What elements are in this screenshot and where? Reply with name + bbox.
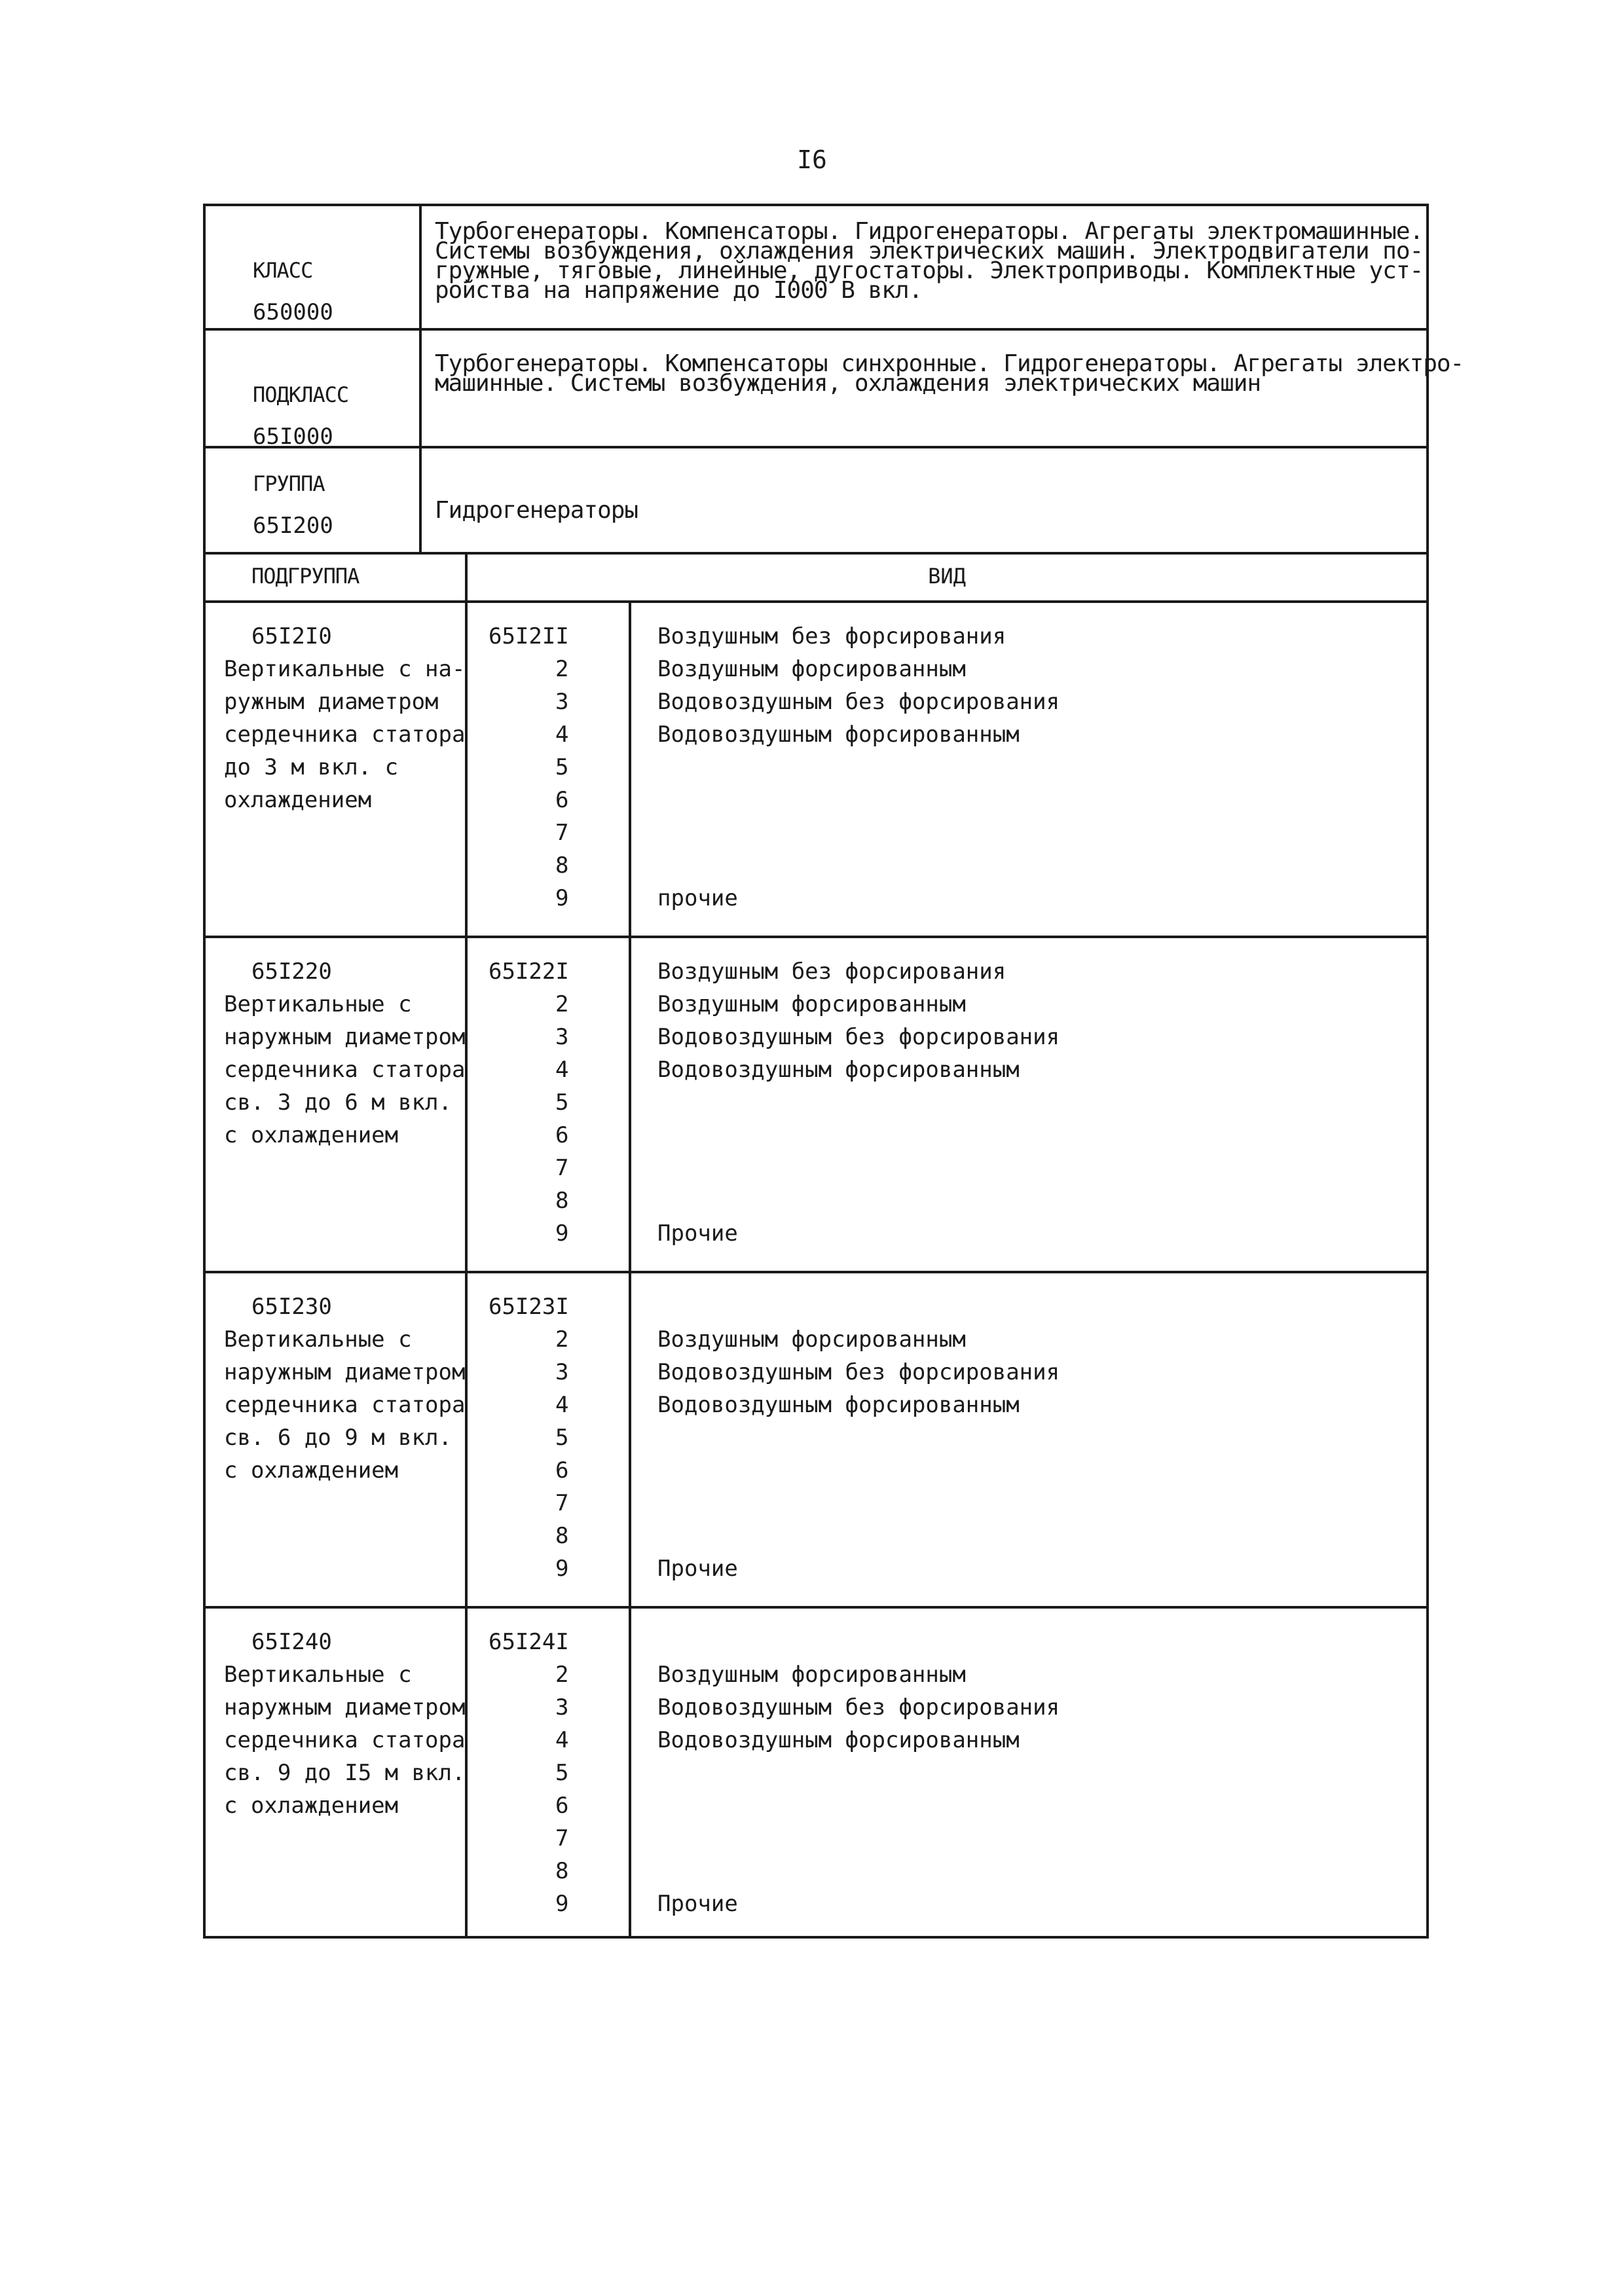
vid-name: Воздушным без форсирования bbox=[657, 623, 1006, 649]
vid-name-cell bbox=[631, 938, 1426, 1271]
classification-table bbox=[203, 204, 1464, 1939]
podklass-desc-line: Турбогенераторы. Компенсаторы синхронные. Гидрогенераторы. Агрегаты электро- bbox=[435, 350, 1464, 377]
vid-name: Воздушным форсированным bbox=[657, 1662, 966, 1688]
vid-name bbox=[657, 784, 1426, 816]
klass-desc-line: Системы возбуждения, охлаждения электрических машин. Электродвигатели по- bbox=[435, 238, 1424, 264]
vid-code-cell bbox=[468, 1273, 631, 1606]
klass-label: КЛАСС bbox=[253, 258, 313, 283]
gruppa-desc-line: Гидрогенераторы bbox=[435, 497, 638, 524]
vid-number: 3 bbox=[555, 1694, 569, 1721]
subgroup-desc-line: Вертикальные с bbox=[224, 1326, 412, 1353]
vid-name bbox=[657, 1152, 1426, 1184]
vid-name bbox=[657, 1757, 1426, 1789]
vid-name: прочие bbox=[657, 885, 738, 911]
subgroup-cell bbox=[206, 938, 468, 1271]
gruppa-cell bbox=[206, 448, 422, 552]
vid-name bbox=[657, 1290, 1426, 1323]
vid-number: 6 bbox=[555, 1457, 569, 1484]
vid-number: 7 bbox=[555, 1155, 569, 1181]
vid-code-cell bbox=[468, 603, 631, 936]
subgroup-desc-line: с охлаждением bbox=[224, 1122, 399, 1148]
podklass-code: 65I000 bbox=[253, 424, 333, 450]
vid-number: 7 bbox=[555, 1490, 569, 1516]
vid-name bbox=[657, 1626, 1426, 1658]
vid-number: 8 bbox=[555, 852, 569, 879]
podklass-row bbox=[206, 331, 1464, 450]
vid-name bbox=[657, 816, 1426, 849]
subgroup-row bbox=[206, 603, 1426, 938]
vid-number: 3 bbox=[555, 1024, 569, 1050]
vid-number: 2 bbox=[555, 1662, 569, 1688]
vid-code: 65I2II bbox=[489, 623, 569, 649]
subgroup-desc-line: наружным диаметром bbox=[224, 1694, 466, 1721]
vid-name: Воздушным форсированным bbox=[657, 656, 966, 682]
vid-name bbox=[657, 1855, 1426, 1887]
klass-desc-line: гружные, тяговые, линейные, дугостаторы. Электроприводы. Комплектные уст- bbox=[435, 257, 1424, 284]
page-number: I6 bbox=[797, 145, 827, 174]
vid-name: Прочие bbox=[657, 1220, 738, 1247]
vid-name bbox=[657, 1520, 1426, 1552]
vid-number: 4 bbox=[555, 1392, 569, 1418]
vid-number: 8 bbox=[555, 1188, 569, 1214]
gruppa-code: 65I200 bbox=[253, 513, 333, 539]
vid-name: Водовоздушным без форсирования bbox=[657, 1024, 1060, 1050]
podklass-label: ПОДКЛАСС bbox=[253, 382, 349, 407]
podklass-desc-line: машинные. Системы возбуждения, охлаждения электрических машин bbox=[435, 370, 1261, 397]
subgroup-code: 65I240 bbox=[251, 1629, 332, 1655]
podklass-cell bbox=[206, 331, 422, 450]
klass-cell bbox=[206, 206, 422, 328]
subgroup-code: 65I220 bbox=[251, 958, 332, 985]
gruppa-description bbox=[422, 448, 1426, 552]
vid-number: 2 bbox=[555, 1326, 569, 1353]
subgroup-row bbox=[206, 938, 1426, 1273]
subgroup-code: 65I230 bbox=[251, 1294, 332, 1320]
vid-number: 5 bbox=[555, 1089, 569, 1116]
vid-number: 8 bbox=[555, 1523, 569, 1549]
subgroup-row bbox=[206, 1273, 1426, 1609]
vid-name-cell bbox=[631, 1273, 1426, 1606]
vid-name: Водовоздушным форсированным bbox=[657, 721, 1020, 748]
vid-number: 4 bbox=[555, 1057, 569, 1083]
vid-number: 7 bbox=[555, 820, 569, 846]
vid-code-cell bbox=[468, 938, 631, 1271]
vid-number: 9 bbox=[555, 1220, 569, 1247]
subgroup-desc-line: сердечника статора bbox=[224, 1727, 466, 1753]
subgroup-cell bbox=[206, 603, 468, 936]
vid-number: 3 bbox=[555, 689, 569, 715]
subgroup-desc-line: с охлаждением bbox=[224, 1457, 399, 1484]
vid-name bbox=[657, 849, 1426, 882]
klass-desc-line: ройства на напряжение до I000 В вкл. bbox=[435, 277, 923, 304]
klass-code: 650000 bbox=[253, 299, 333, 325]
vid-name: Водовоздушным без форсирования bbox=[657, 1359, 1060, 1385]
vid-number: 5 bbox=[555, 1760, 569, 1786]
vid-name bbox=[657, 1086, 1426, 1119]
vid-number: 9 bbox=[555, 885, 569, 911]
vid-number: 4 bbox=[555, 1727, 569, 1753]
vid-name: Прочие bbox=[657, 1891, 738, 1917]
subgroup-desc-line: с охлаждением bbox=[224, 1793, 399, 1819]
column-headers bbox=[206, 555, 1426, 603]
subgroup-code: 65I2I0 bbox=[251, 623, 332, 649]
subgroups-body bbox=[206, 603, 1426, 1936]
vid-number: 4 bbox=[555, 721, 569, 748]
vid-name-cell bbox=[631, 603, 1426, 936]
vid-name bbox=[657, 1119, 1426, 1152]
vid-number: 9 bbox=[555, 1891, 569, 1917]
subgroup-desc-line: св. 6 до 9 м вкл. bbox=[224, 1425, 452, 1451]
vid-name-cell bbox=[631, 1609, 1426, 1936]
vid-header: ВИД bbox=[928, 564, 966, 589]
vid-number: 6 bbox=[555, 1122, 569, 1148]
vid-code-cell bbox=[468, 1609, 631, 1936]
vid-code: 65I22I bbox=[489, 958, 569, 985]
subgroup-cell bbox=[206, 1609, 468, 1936]
subgroup-desc-line: сердечника статора bbox=[224, 1057, 466, 1083]
subgroup-desc-line: Вертикальные с на- bbox=[224, 656, 466, 682]
vid-number: 3 bbox=[555, 1359, 569, 1385]
subgroup-desc-line: сердечника статора bbox=[224, 1392, 466, 1418]
vid-name bbox=[657, 1421, 1426, 1454]
vid-name bbox=[657, 751, 1426, 784]
vid-number: 8 bbox=[555, 1858, 569, 1884]
vid-number: 5 bbox=[555, 1425, 569, 1451]
vid-name: Воздушным форсированным bbox=[657, 1326, 966, 1353]
subgroup-desc-line: Вертикальные с bbox=[224, 991, 412, 1017]
vid-number: 2 bbox=[555, 656, 569, 682]
subgroup-desc-line: наружным диаметром bbox=[224, 1359, 466, 1385]
vid-number: 6 bbox=[555, 787, 569, 813]
vid-number: 2 bbox=[555, 991, 569, 1017]
subgroup-desc-line: Вертикальные с bbox=[224, 1662, 412, 1688]
gruppa-label: ГРУППА bbox=[253, 471, 325, 496]
subgroup-row bbox=[206, 1609, 1426, 1936]
subgroup-desc-line: охлаждением bbox=[224, 787, 372, 813]
vid-name: Водовоздушным форсированным bbox=[657, 1392, 1020, 1418]
subgroup-desc-line: наружным диаметром bbox=[224, 1024, 466, 1050]
klass-desc-line: Турбогенераторы. Компенсаторы. Гидрогенераторы. Агрегаты электромашинные. bbox=[435, 218, 1424, 245]
vid-name: Водовоздушным форсированным bbox=[657, 1057, 1020, 1083]
vid-number: 6 bbox=[555, 1793, 569, 1819]
vid-name: Водовоздушным без форсирования bbox=[657, 689, 1060, 715]
vid-name: Водовоздушным без форсирования bbox=[657, 1694, 1060, 1721]
vid-code: 65I23I bbox=[489, 1294, 569, 1320]
podklass-description bbox=[422, 331, 1469, 446]
vid-name bbox=[657, 1789, 1426, 1822]
subgroup-desc-line: до 3 м вкл. с bbox=[224, 754, 399, 780]
vid-code: 65I24I bbox=[489, 1629, 569, 1655]
vid-name bbox=[657, 1454, 1426, 1487]
subgroup-desc-line: ружным диаметром bbox=[224, 689, 439, 715]
podgruppa-header: ПОДГРУППА bbox=[206, 555, 468, 600]
vid-number: 7 bbox=[555, 1825, 569, 1851]
subgroup-cell bbox=[206, 1273, 468, 1606]
vid-name bbox=[657, 1487, 1426, 1520]
vid-name: Водовоздушным форсированным bbox=[657, 1727, 1020, 1753]
vid-number: 5 bbox=[555, 754, 569, 780]
subgroup-desc-line: св. 3 до 6 м вкл. bbox=[224, 1089, 452, 1116]
vid-name bbox=[657, 1184, 1426, 1217]
subgroup-desc-line: св. 9 до I5 м вкл. bbox=[224, 1760, 466, 1786]
vid-number: 9 bbox=[555, 1556, 569, 1582]
vid-name bbox=[657, 1822, 1426, 1855]
klass-description bbox=[422, 206, 1428, 328]
vid-name: Прочие bbox=[657, 1556, 738, 1582]
gruppa-row bbox=[206, 448, 1426, 555]
subgroup-desc-line: сердечника статора bbox=[224, 721, 466, 748]
vid-name: Воздушным без форсирования bbox=[657, 958, 1006, 985]
klass-row bbox=[206, 206, 1426, 331]
vid-name: Воздушным форсированным bbox=[657, 991, 966, 1017]
